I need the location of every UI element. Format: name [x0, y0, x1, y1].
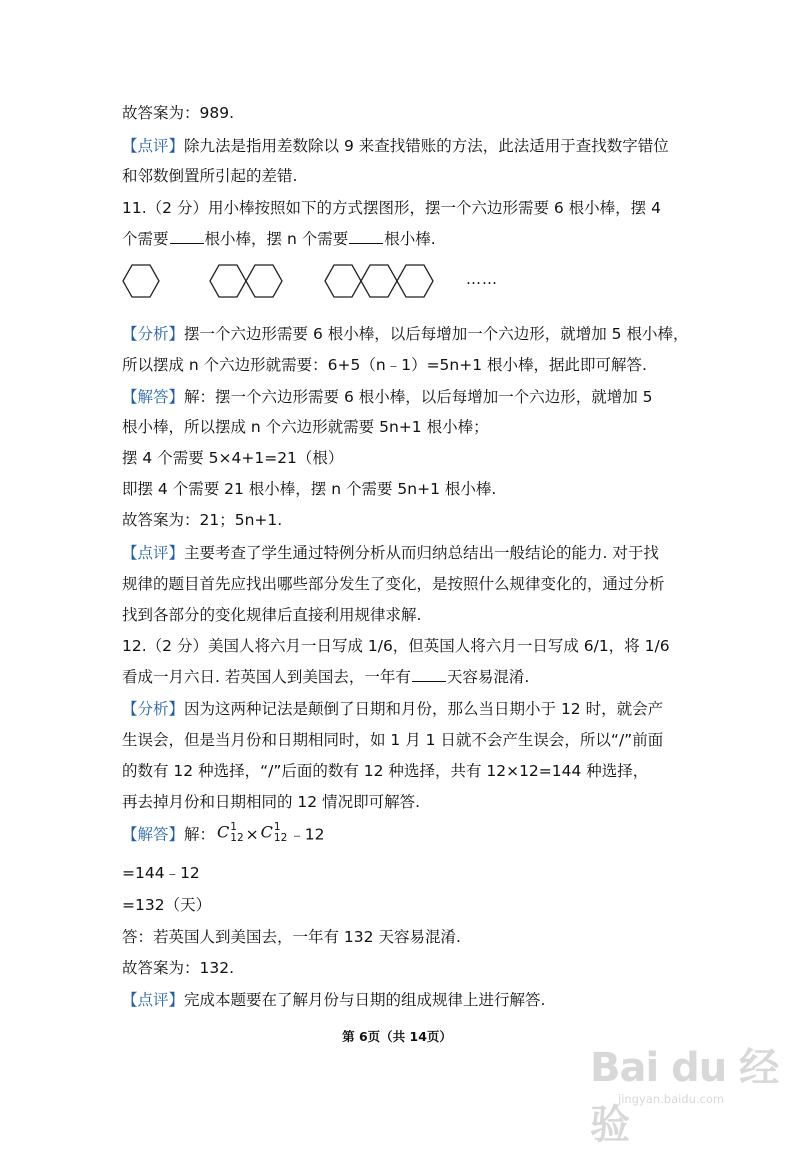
- ellipsis: ……: [466, 270, 498, 288]
- combination-formula: C 1 12: [217, 821, 244, 844]
- analysis-tag: 【分析】: [122, 700, 185, 718]
- question-12-line: 看成一月六日. 若英国人到美国去，一年有 天容易混淆.: [122, 668, 530, 686]
- question-11-line: 11.（2 分）用小棒按照如下的方式摆图形，摆一个六边形需要 6 根小棒，摆 4: [122, 199, 661, 217]
- solution-tag: 【解答】: [122, 825, 185, 844]
- text-line: 即摆 4 个需要 21 根小棒，摆 n 个需要 5n+1 根小棒.: [122, 480, 497, 498]
- text-line: =144﹣12: [122, 864, 200, 882]
- answer-blank: [349, 229, 383, 244]
- text-line: 和邻数倒置所引起的差错.: [122, 167, 298, 185]
- text-line: 所以摆成 n 个六边形就需要：6+5（n﹣1）=5n+1 根小棒，据此即可解答.: [122, 356, 647, 374]
- question-12-line: 12.（2 分）美国人将六月一日写成 1/6，但英国人将六月一日写成 6/1，将 1/6: [122, 637, 670, 655]
- comment-tag: 【点评】: [122, 991, 185, 1009]
- comment-line: 【点评】主要考查了学生通过特例分析从而归纳总结出一般结论的能力. 对于找: [122, 544, 659, 562]
- answer-blank: [412, 667, 446, 682]
- text-line: =132（天）: [122, 896, 212, 914]
- solution-line: 【解答】解：摆一个六边形需要 6 根小棒，以后每增加一个六边形，就增加 5: [122, 388, 653, 406]
- analysis-tag: 【分析】: [122, 325, 185, 343]
- page-footer: 第 6页（共 14页）: [342, 1029, 452, 1044]
- answer-line: 故答案为：989.: [122, 104, 235, 122]
- hexagon: [361, 265, 397, 297]
- comment-tag: 【点评】: [122, 137, 185, 155]
- text-line: 摆 4 个需要 5×4+1=21（根）: [122, 449, 344, 467]
- combination-formula: C 1 12: [260, 821, 288, 844]
- text-line: 再去掉月份和日期相同的 12 情况即可解答.: [122, 793, 421, 811]
- text-line: 的数有 12 种选择，“/”后面的数有 12 种选择，共有 12×12=144 种选择，: [122, 762, 649, 780]
- hexagon: [210, 265, 246, 297]
- answer-blank: [170, 229, 204, 244]
- text-line: 规律的题目首先应找出哪些部分发生了变化，是按照什么规律变化的，通过分析: [122, 575, 665, 593]
- text-line: 答：若英国人到美国去，一年有 132 天容易混淆.: [122, 928, 461, 946]
- hexagon-figure: [115, 256, 515, 306]
- text-line: 找到各部分的变化规律后直接利用规律求解.: [122, 606, 422, 624]
- solution-line: 【解答】解： C 1 12 × C 1 12 ﹣12: [122, 821, 325, 844]
- watermark-url: jingyan.baidu.com: [618, 1092, 725, 1106]
- comment-tag: 【点评】: [122, 544, 185, 562]
- answer-line: 故答案为：132.: [122, 959, 235, 977]
- analysis-line: 【分析】因为这两种记法是颠倒了日期和月份，那么当日期小于 12 时，就会产: [122, 700, 664, 718]
- hexagon: [246, 265, 282, 297]
- comment-line: 【点评】除九法是指用差数除以 9 来查找错账的方法，此法适用于查找数字错位: [122, 137, 669, 155]
- comment-line: 【点评】完成本题要在了解月份与日期的组成规律上进行解答.: [122, 991, 546, 1009]
- solution-tag: 【解答】: [122, 388, 185, 406]
- hexagon: [123, 265, 159, 297]
- answer-line: 故答案为：21；5n+1.: [122, 511, 283, 529]
- hexagon: [325, 265, 361, 297]
- analysis-line: 【分析】摆一个六边形需要 6 根小棒，以后每增加一个六边形，就增加 5 根小棒，: [122, 325, 689, 343]
- question-11-line: 个需要 根小棒，摆 n 个需要 根小棒.: [122, 230, 436, 248]
- text-line: 生误会，但是当月份和日期相同时，如 1 月 1 日就不会产生误会，所以“/”前面: [122, 731, 664, 749]
- hexagon: [397, 265, 433, 297]
- baidu-watermark: [590, 1030, 780, 1148]
- watermark-brand: Bai du 经验: [590, 1045, 779, 1148]
- text-line: 根小棒，所以摆成 n 个六边形就需要 5n+1 根小棒；: [122, 418, 489, 436]
